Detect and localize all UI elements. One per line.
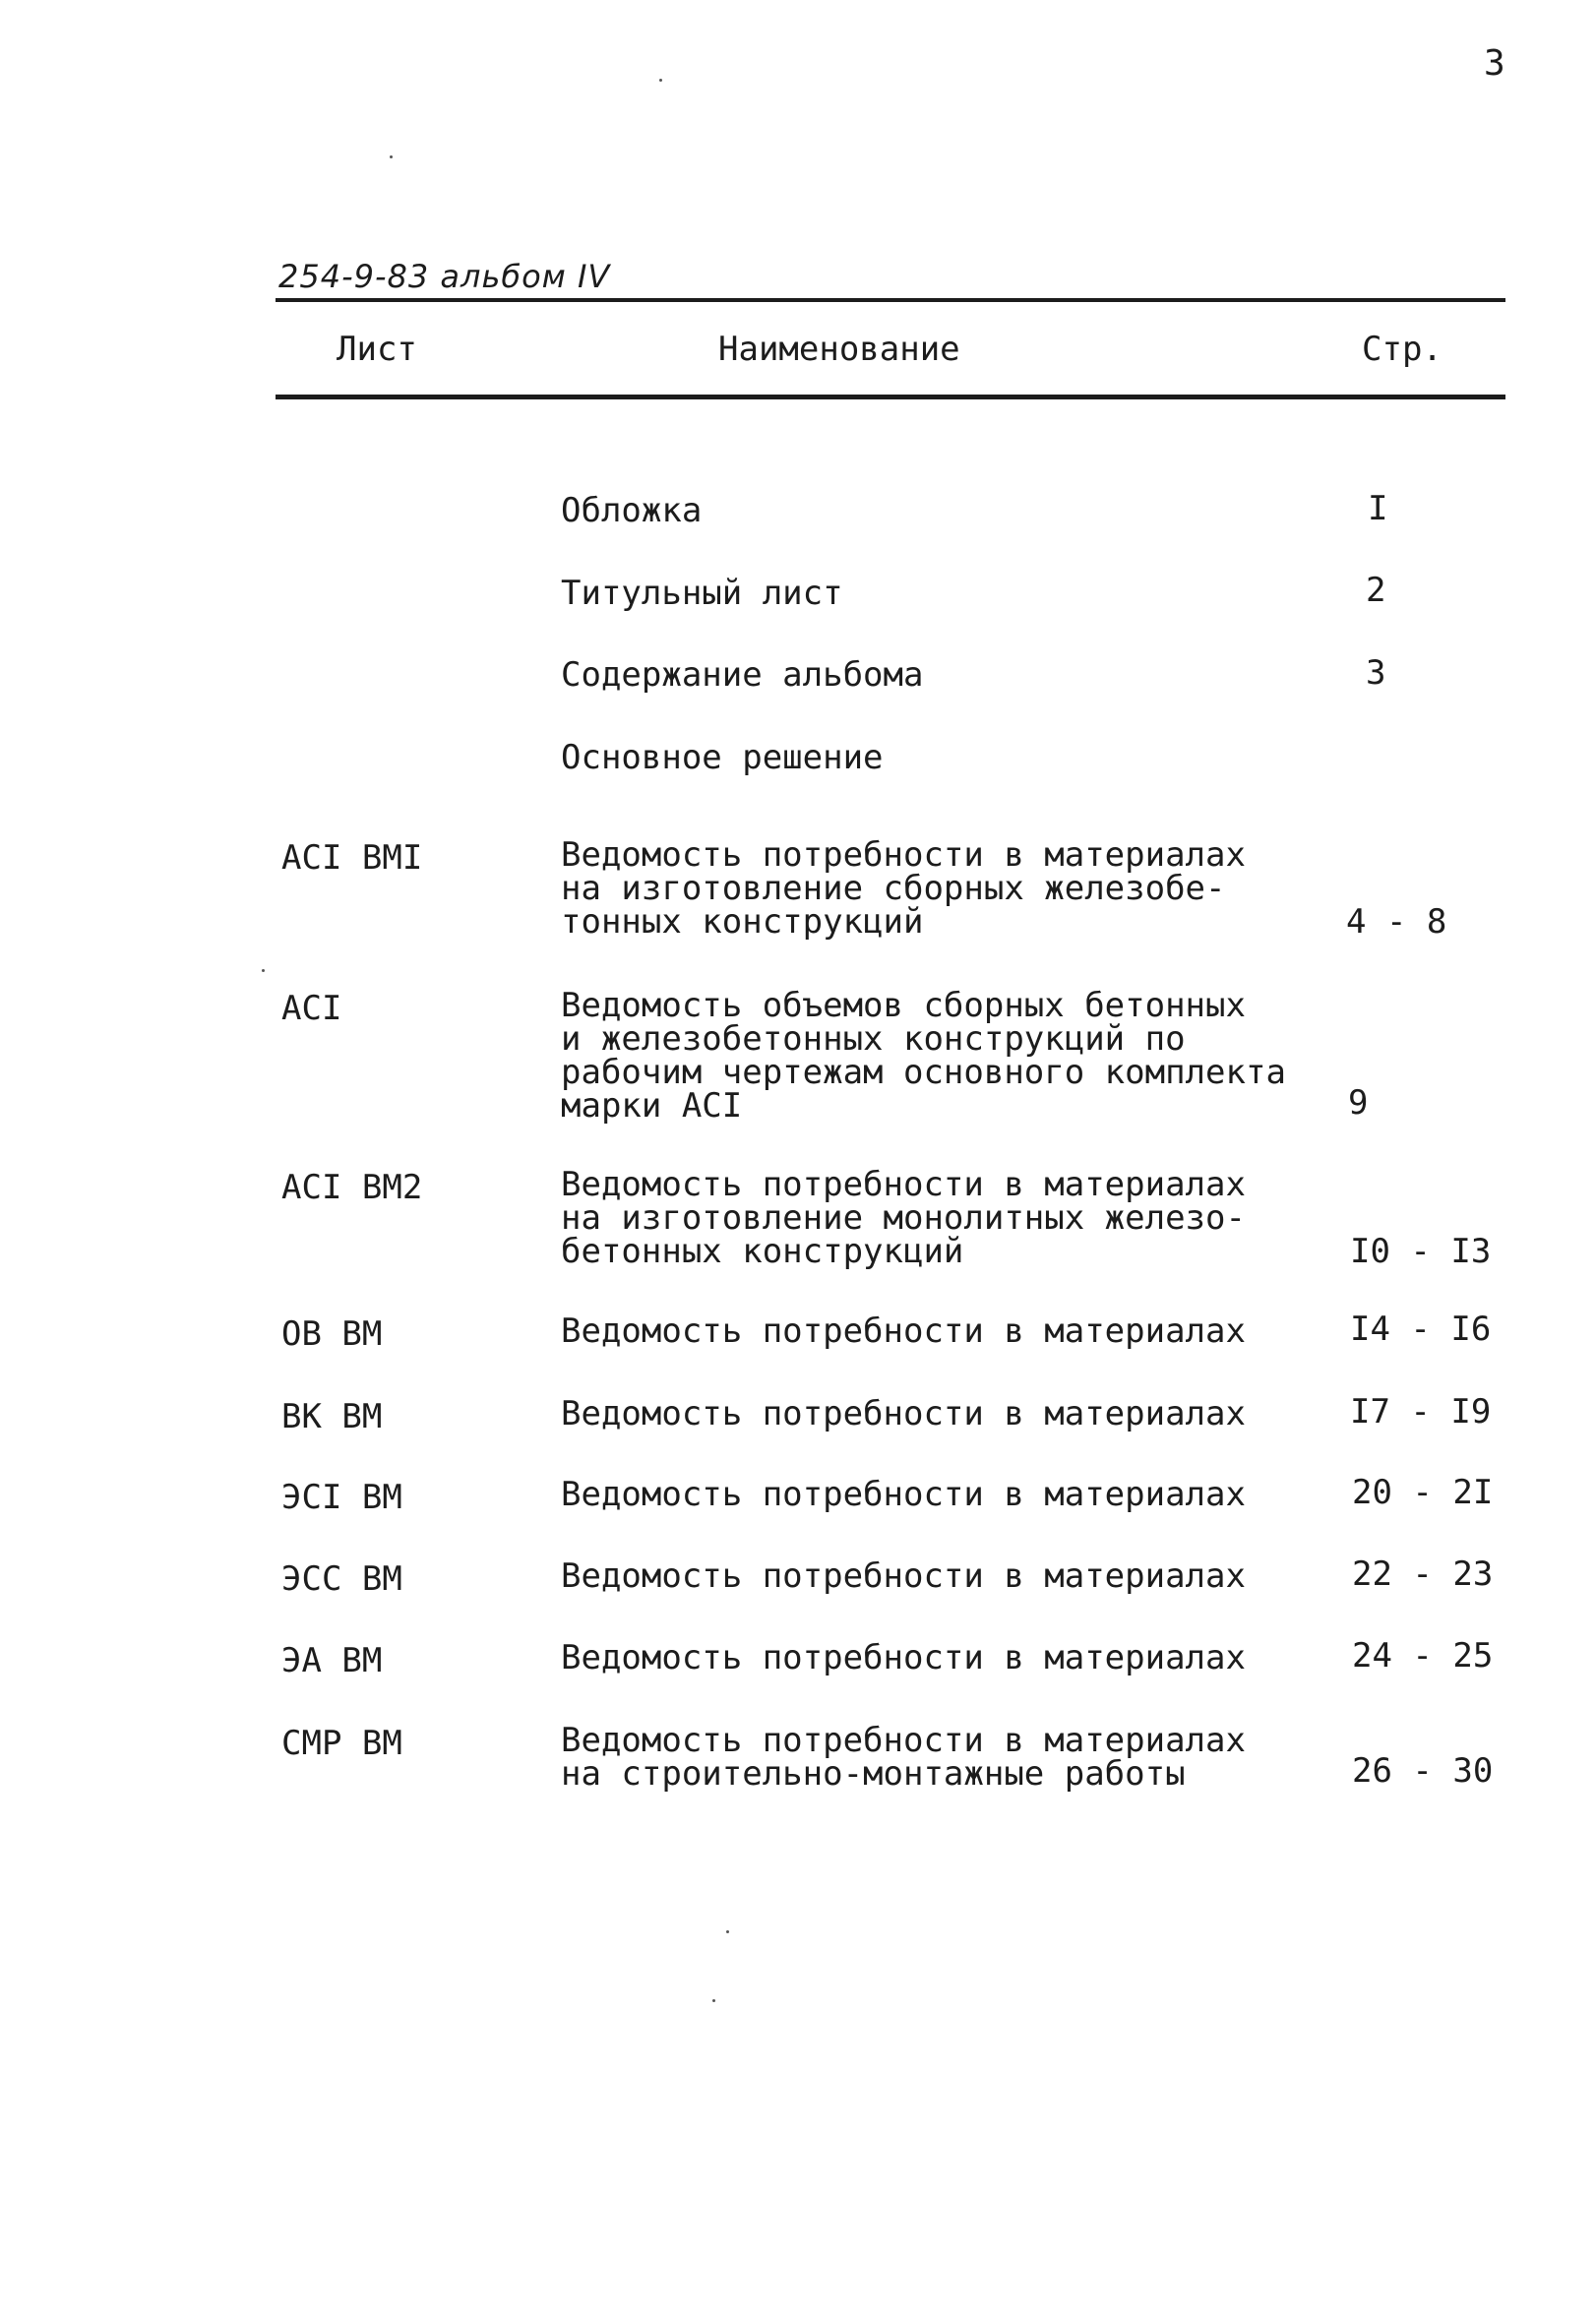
page-range: I4 - I6 — [1350, 1310, 1492, 1349]
document-title: Ведомость потребности в материалах на изготовление сборных железобе- тонных конструкций — [561, 835, 1246, 942]
scan-speck — [262, 969, 265, 972]
page-range: I0 - I3 — [1350, 1232, 1492, 1271]
sheet-code: ЭСС ВМ — [281, 1559, 402, 1599]
document-title: Ведомость потребности в материалах — [561, 1638, 1246, 1677]
sheet-code: ЭСI ВМ — [281, 1478, 402, 1517]
page-range: 26 - 30 — [1352, 1751, 1494, 1791]
album-code: 254-9-83 альбом IV — [278, 258, 611, 295]
document-title: Ведомость потребности в материалах на изготовление монолитных железо- бетонных конструкций — [561, 1165, 1246, 1271]
sheet-code: АСI ВМ2 — [281, 1168, 423, 1207]
header-rule-bottom — [276, 395, 1505, 399]
sheet-code: СМР ВМ — [281, 1724, 402, 1763]
document-title: Ведомость потребности в материалах на строительно-монтажные работы — [561, 1721, 1246, 1794]
document-title: Ведомость потребности в материалах — [561, 1475, 1246, 1514]
page-range: 20 - 2I — [1352, 1473, 1494, 1512]
scan-speck — [659, 79, 662, 82]
document-title: Ведомость потребности в материалах — [561, 1394, 1246, 1433]
document-title: Ведомость потребности в материалах — [561, 1311, 1246, 1351]
document-title: Титульный лист — [561, 574, 843, 613]
column-header-sheet: Лист — [337, 330, 417, 369]
sheet-code: ЭА ВМ — [281, 1641, 383, 1680]
column-header-name: Наименование — [718, 330, 960, 369]
column-header-page: Стр. — [1362, 330, 1443, 369]
document-title: Основное решение — [561, 738, 884, 777]
header-rule-top — [276, 298, 1505, 302]
sheet-code: ВК ВМ — [281, 1397, 383, 1436]
scan-speck — [712, 1999, 715, 2002]
document-title: Ведомость потребности в материалах — [561, 1556, 1246, 1596]
page-range: 4 - 8 — [1346, 902, 1447, 942]
page-range: 9 — [1348, 1083, 1369, 1123]
page-number: 3 — [1484, 43, 1505, 84]
page-range: I7 - I9 — [1350, 1392, 1492, 1432]
sheet-code: АСI — [281, 989, 342, 1028]
document-title: Содержание альбома — [561, 655, 924, 695]
sheet-code: ОВ ВМ — [281, 1314, 383, 1354]
page-range: I — [1368, 489, 1388, 528]
document-title: Ведомость объемов сборных бетонных и железобетонных конструкций по рабочим чертежам основного комплекта марки АСI — [561, 986, 1286, 1126]
scan-speck — [390, 155, 393, 158]
page-range: 3 — [1366, 653, 1386, 693]
page-range: 24 - 25 — [1352, 1636, 1494, 1676]
page-range: 22 - 23 — [1352, 1554, 1494, 1594]
scan-speck — [726, 1930, 729, 1933]
page-range: 2 — [1366, 571, 1386, 610]
document-title: Обложка — [561, 491, 703, 530]
sheet-code: АСI ВМI — [281, 838, 423, 878]
